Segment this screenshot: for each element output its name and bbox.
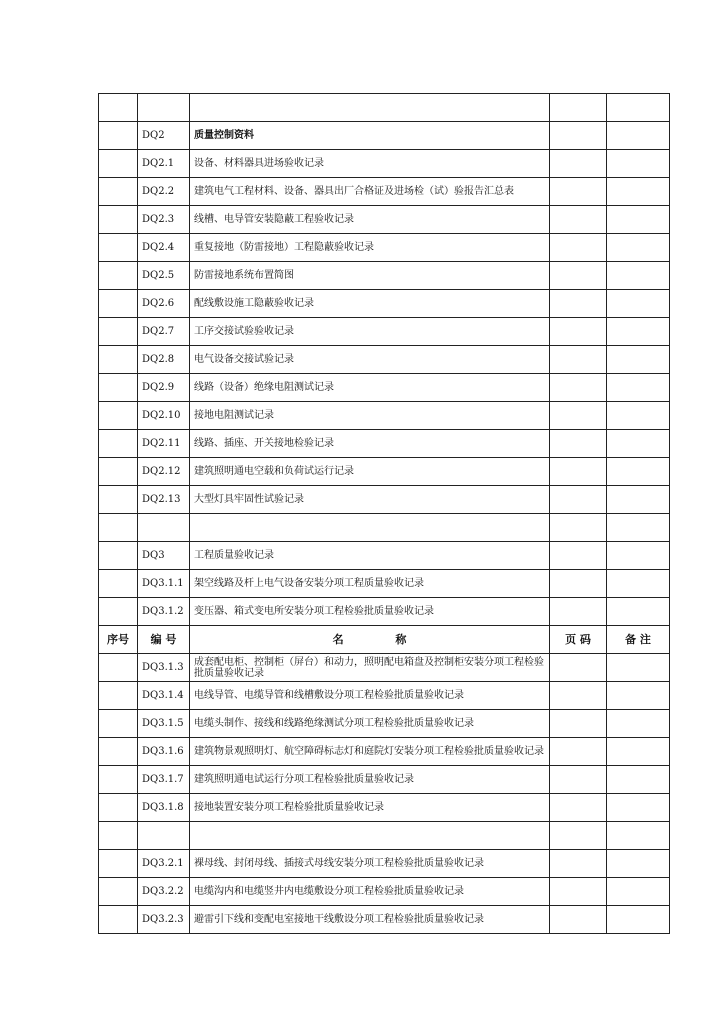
note-cell <box>607 458 670 486</box>
seq-cell <box>99 206 138 234</box>
name-cell: 重复接地（防雷接地）工程隐蔽验收记录 <box>190 234 550 262</box>
name-cell: 电缆沟内和电缆竖井内电缆敷设分项工程检验批质量验收记录 <box>190 878 550 906</box>
page-cell <box>550 822 607 850</box>
table-row <box>99 122 670 150</box>
name-cell: 工序交接试验验收记录 <box>190 318 550 346</box>
table-row <box>99 710 670 738</box>
note-cell <box>607 430 670 458</box>
table-header <box>99 626 670 654</box>
seq-cell <box>99 458 138 486</box>
code-cell <box>138 822 190 850</box>
table-body-bottom <box>99 654 670 934</box>
table-row <box>99 766 670 794</box>
code-cell: DQ3.1.4 <box>138 682 190 710</box>
note-cell <box>607 402 670 430</box>
seq-cell <box>99 402 138 430</box>
page-cell <box>550 458 607 486</box>
page-cell <box>550 206 607 234</box>
name-cell: 电线导管、电缆导管和线槽敷设分项工程检验批质量验收记录 <box>190 682 550 710</box>
code-cell: DQ3.1.1 <box>138 570 190 598</box>
code-cell: DQ3.1.3 <box>138 654 190 682</box>
table-row <box>99 430 670 458</box>
name-cell: 架空线路及杆上电气设备安装分项工程质量验收记录 <box>190 570 550 598</box>
code-cell: DQ2.7 <box>138 318 190 346</box>
name-cell: 变压器、箱式变电所安装分项工程检验批质量验收记录 <box>190 598 550 626</box>
name-cell: 电气设备交接试验记录 <box>190 346 550 374</box>
table-row <box>99 738 670 766</box>
note-cell <box>607 570 670 598</box>
note-cell <box>607 654 670 682</box>
seq-cell <box>99 150 138 178</box>
seq-cell <box>99 710 138 738</box>
seq-cell <box>99 570 138 598</box>
seq-cell <box>99 682 138 710</box>
page-cell <box>550 234 607 262</box>
page-cell <box>550 794 607 822</box>
page-cell <box>550 122 607 150</box>
table-row <box>99 234 670 262</box>
table-row <box>99 318 670 346</box>
note-cell <box>607 94 670 122</box>
name-cell: 避雷引下线和变配电室接地干线敷设分项工程检验批质量验收记录 <box>190 906 550 934</box>
seq-cell <box>99 514 138 542</box>
seq-cell <box>99 766 138 794</box>
name-cell: 建筑电气工程材料、设备、器具出厂合格证及进场检（试）验报告汇总表 <box>190 178 550 206</box>
note-cell <box>607 486 670 514</box>
note-cell <box>607 290 670 318</box>
seq-cell <box>99 374 138 402</box>
name-cell: 电缆头制作、接线和线路绝缘测试分项工程检验批质量验收记录 <box>190 710 550 738</box>
note-cell <box>607 878 670 906</box>
name-cell: 建筑照明通电试运行分项工程检验批质量验收记录 <box>190 766 550 794</box>
code-cell: DQ3 <box>138 542 190 570</box>
page-cell <box>550 878 607 906</box>
header-name-left: 名 <box>332 633 344 646</box>
page-cell <box>550 710 607 738</box>
seq-cell <box>99 290 138 318</box>
note-cell <box>607 262 670 290</box>
page-cell <box>550 262 607 290</box>
code-cell: DQ2.9 <box>138 374 190 402</box>
page-cell <box>550 570 607 598</box>
name-cell: 成套配电柜、控制柜（屏台）和动力，照明配电箱盘及控制柜安装分项工程检验批质量验收记录 <box>190 654 550 682</box>
name-cell: 防雷接地系统布置简图 <box>190 262 550 290</box>
name-cell: 工程质量验收记录 <box>190 542 550 570</box>
name-cell <box>190 514 550 542</box>
code-cell: DQ2.4 <box>138 234 190 262</box>
seq-cell <box>99 878 138 906</box>
code-cell: DQ2 <box>138 122 190 150</box>
seq-cell <box>99 822 138 850</box>
note-cell <box>607 178 670 206</box>
page-cell <box>550 766 607 794</box>
name-cell: 建筑物景观照明灯、航空障碍标志灯和庭院灯安装分项工程检验批质量验收记录 <box>190 738 550 766</box>
name-cell <box>190 822 550 850</box>
code-cell: DQ2.3 <box>138 206 190 234</box>
code-cell: DQ3.1.6 <box>138 738 190 766</box>
note-cell <box>607 794 670 822</box>
seq-cell <box>99 794 138 822</box>
table-row <box>99 542 670 570</box>
header-note: 备 注 <box>607 626 670 654</box>
table-row <box>99 402 670 430</box>
table-row <box>99 486 670 514</box>
header-page: 页 码 <box>550 626 607 654</box>
table-row <box>99 206 670 234</box>
note-cell <box>607 738 670 766</box>
table-row <box>99 822 670 850</box>
code-cell: DQ2.12 <box>138 458 190 486</box>
seq-cell <box>99 178 138 206</box>
page-cell <box>550 738 607 766</box>
code-cell: DQ3.1.7 <box>138 766 190 794</box>
code-cell: DQ2.8 <box>138 346 190 374</box>
page-cell <box>550 150 607 178</box>
name-cell: 接地电阻测试记录 <box>190 402 550 430</box>
table-row <box>99 514 670 542</box>
seq-cell <box>99 430 138 458</box>
note-cell <box>607 598 670 626</box>
page-cell <box>550 318 607 346</box>
table-row <box>99 878 670 906</box>
seq-cell <box>99 318 138 346</box>
code-cell: DQ2.11 <box>138 430 190 458</box>
header-name <box>190 626 550 654</box>
code-cell: DQ2.1 <box>138 150 190 178</box>
code-cell: DQ2.6 <box>138 290 190 318</box>
note-cell <box>607 710 670 738</box>
header-name-right: 称 <box>395 633 407 646</box>
code-cell: DQ3.2.2 <box>138 878 190 906</box>
note-cell <box>607 906 670 934</box>
note-cell <box>607 150 670 178</box>
table-row <box>99 458 670 486</box>
note-cell <box>607 514 670 542</box>
table-row <box>99 654 670 682</box>
page-cell <box>550 374 607 402</box>
name-cell: 线路、插座、开关接地检验记录 <box>190 430 550 458</box>
page-cell <box>550 290 607 318</box>
note-cell <box>607 850 670 878</box>
page-cell <box>550 94 607 122</box>
table-row <box>99 570 670 598</box>
note-cell <box>607 766 670 794</box>
code-cell: DQ3.1.5 <box>138 710 190 738</box>
page-cell <box>550 514 607 542</box>
seq-cell <box>99 850 138 878</box>
seq-cell <box>99 738 138 766</box>
seq-cell <box>99 906 138 934</box>
code-cell: DQ2.13 <box>138 486 190 514</box>
seq-cell <box>99 486 138 514</box>
seq-cell <box>99 122 138 150</box>
table-body-top <box>99 94 670 626</box>
table-row <box>99 178 670 206</box>
note-cell <box>607 346 670 374</box>
name-cell: 裸母线、封闭母线、插接式母线安装分项工程检验批质量验收记录 <box>190 850 550 878</box>
note-cell <box>607 122 670 150</box>
name-cell: 线槽、电导管安装隐蔽工程验收记录 <box>190 206 550 234</box>
name-cell: 建筑照明通电空载和负荷试运行记录 <box>190 458 550 486</box>
header-code: 编 号 <box>138 626 190 654</box>
table-row <box>99 906 670 934</box>
page-cell <box>550 178 607 206</box>
table-row <box>99 346 670 374</box>
seq-cell <box>99 542 138 570</box>
name-cell: 配线敷设施工隐蔽验收记录 <box>190 290 550 318</box>
page-cell <box>550 346 607 374</box>
table-row <box>99 150 670 178</box>
code-cell: DQ2.10 <box>138 402 190 430</box>
code-cell: DQ3.2.3 <box>138 906 190 934</box>
page-cell <box>550 682 607 710</box>
note-cell <box>607 822 670 850</box>
name-cell <box>190 94 550 122</box>
table-row <box>99 374 670 402</box>
name-cell: 质量控制资料 <box>190 122 550 150</box>
name-cell: 大型灯具牢固性试验记录 <box>190 486 550 514</box>
name-cell: 线路（设备）绝缘电阻测试记录 <box>190 374 550 402</box>
seq-cell <box>99 598 138 626</box>
note-cell <box>607 374 670 402</box>
code-cell: DQ2.5 <box>138 262 190 290</box>
note-cell <box>607 318 670 346</box>
table-row <box>99 794 670 822</box>
seq-cell <box>99 346 138 374</box>
note-cell <box>607 542 670 570</box>
page-cell <box>550 850 607 878</box>
page-cell <box>550 654 607 682</box>
table-row <box>99 682 670 710</box>
seq-cell <box>99 262 138 290</box>
page-cell <box>550 430 607 458</box>
code-cell: DQ2.2 <box>138 178 190 206</box>
code-cell: DQ3.2.1 <box>138 850 190 878</box>
header-row <box>99 626 670 654</box>
table-row <box>99 598 670 626</box>
page-cell <box>550 906 607 934</box>
table-row <box>99 290 670 318</box>
seq-cell <box>99 94 138 122</box>
header-seq: 序号 <box>99 626 138 654</box>
code-cell <box>138 94 190 122</box>
note-cell <box>607 234 670 262</box>
note-cell <box>607 682 670 710</box>
code-cell: DQ3.1.2 <box>138 598 190 626</box>
table-row <box>99 94 670 122</box>
name-cell: 设备、材料器具进场验收记录 <box>190 150 550 178</box>
page-cell <box>550 542 607 570</box>
index-table <box>98 93 670 934</box>
page-cell <box>550 402 607 430</box>
code-cell <box>138 514 190 542</box>
seq-cell <box>99 234 138 262</box>
table-row <box>99 262 670 290</box>
note-cell <box>607 206 670 234</box>
table-row <box>99 850 670 878</box>
seq-cell <box>99 654 138 682</box>
page-cell <box>550 598 607 626</box>
page-cell <box>550 486 607 514</box>
name-cell: 接地装置安装分项工程检验批质量验收记录 <box>190 794 550 822</box>
code-cell: DQ3.1.8 <box>138 794 190 822</box>
